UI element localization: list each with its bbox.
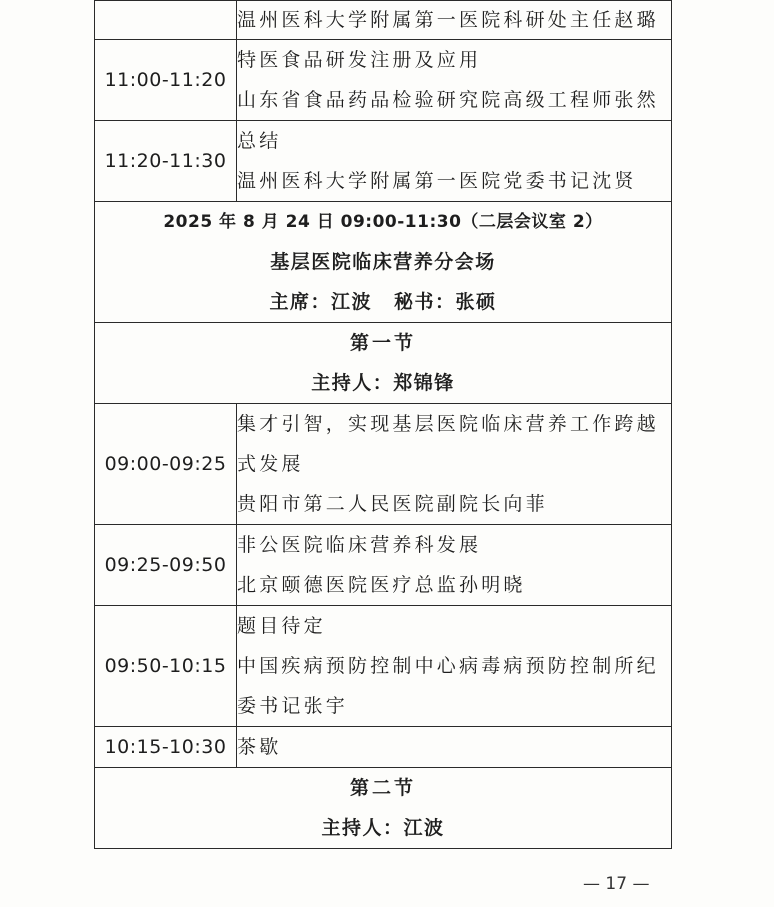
section-title: 第一节 [349,332,416,354]
topic-line: 总结 [237,130,282,152]
table-row [95,606,672,727]
topic-line: 题目待定 [237,615,326,637]
speaker-line: 温州医科大学附属第一医院党委书记沈贤 [237,170,637,192]
content-cell [237,40,672,121]
time-cell: 09:00-09:25 [95,404,237,525]
speaker-line: 温州医科大学附属第一医院科研处主任赵璐 [237,9,659,31]
content-cell [237,404,672,525]
section-header-cell [95,768,672,849]
section-header-row [95,768,672,849]
section-title: 第二节 [349,777,416,799]
topic-line: 特医食品研发注册及应用 [237,49,482,71]
content-cell [237,121,672,202]
session-header-row [95,202,672,323]
time-cell: 10:15-10:30 [95,727,237,768]
table-row [95,121,672,202]
schedule-table [94,0,672,849]
table-row [95,727,672,768]
speaker-line: 山东省食品药品检验研究院高级工程师张然 [237,89,659,111]
content-cell [237,1,672,40]
time-cell [95,1,237,40]
table-row [95,40,672,121]
session-venue: 基层医院临床营养分会场 [270,251,496,273]
secretary-label: 秘书：张硕 [394,291,497,313]
time-cell: 11:00-11:20 [95,40,237,121]
table-row [95,525,672,606]
time-cell: 11:20-11:30 [95,121,237,202]
topic-line: 茶歇 [237,736,282,758]
topic-line: 非公医院临床营养科发展 [237,534,482,556]
time-cell: 09:25-09:50 [95,525,237,606]
speaker-line: 中国疾病预防控制中心病毒病预防控制所纪 [237,655,659,677]
table-row [95,1,672,40]
session-chairs [95,282,671,322]
topic-line: 式发展 [237,453,304,475]
time-cell: 09:50-10:15 [95,606,237,727]
speaker-line: 贵阳市第二人民医院副院长向菲 [237,493,548,515]
chair-label: 主席：江波 [269,291,372,313]
section-host: 主持人：郑锦锋 [311,372,455,394]
table-row [95,404,672,525]
speaker-line: 委书记张宇 [237,695,349,717]
speaker-line: 北京颐德医院医疗总监孙明晓 [237,574,526,596]
section-header-cell [95,323,672,404]
section-header-row [95,323,672,404]
content-cell [237,525,672,606]
content-cell [237,727,672,768]
topic-line: 集才引智，实现基层医院临床营养工作跨越 [237,413,659,435]
content-cell [237,606,672,727]
page-number: — 17 — [583,874,650,894]
session-header-cell [95,202,672,323]
section-host: 主持人：江波 [321,817,445,839]
session-date: 2025 年 8 月 24 日 09:00-11:30（二层会议室 2） [163,212,603,232]
